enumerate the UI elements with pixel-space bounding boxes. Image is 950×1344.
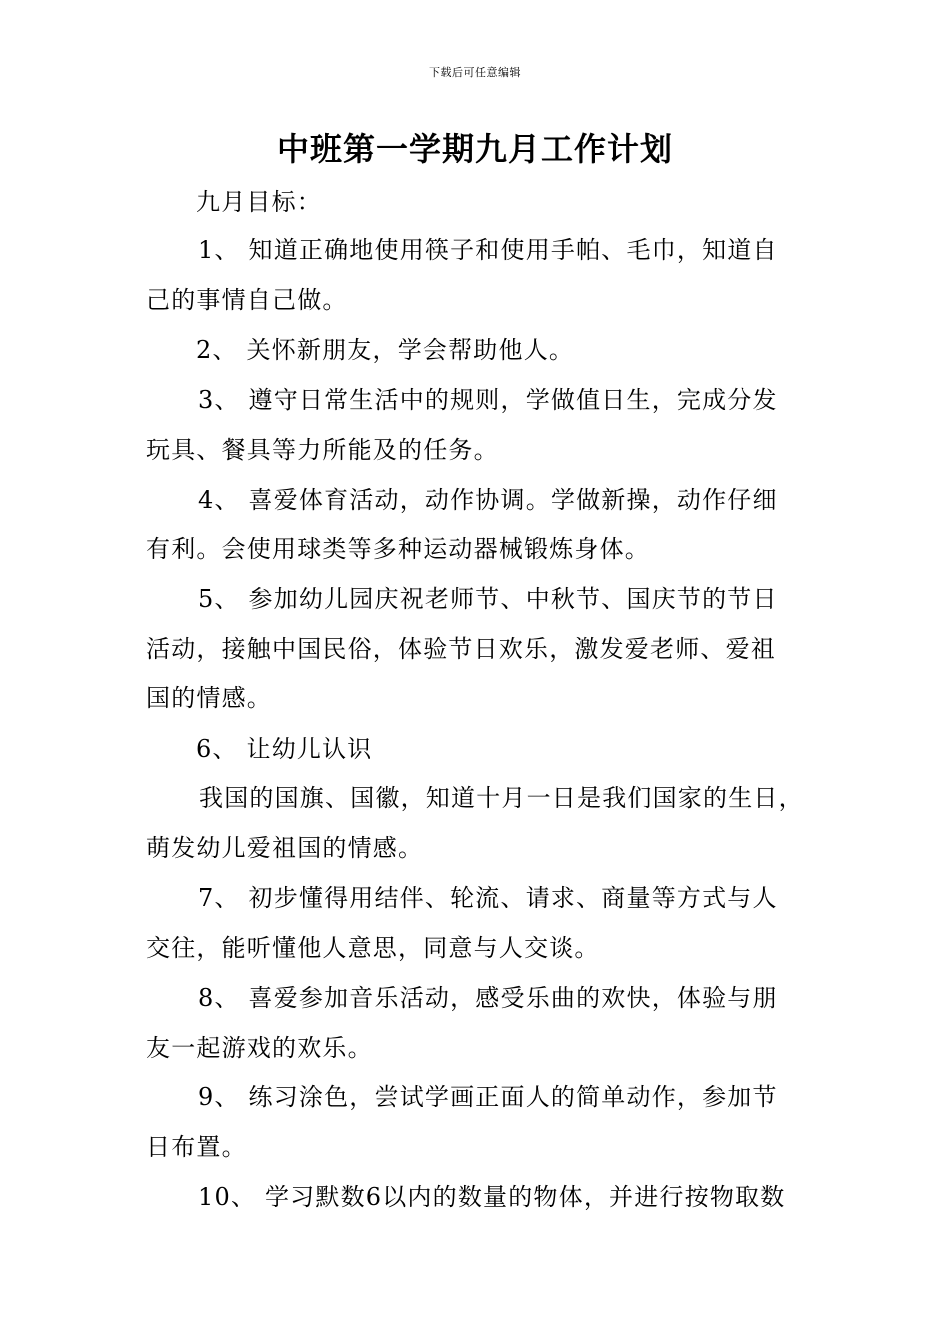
body-line: 9、 练习涂色，尝试学画正面人的简单动作，参加节 — [198, 1083, 778, 1111]
body-line: 国的情感。 — [146, 684, 272, 712]
body-line: 6、 让幼儿认识 — [196, 735, 373, 763]
body-line: 3、 遵守日常生活中的规则，学做值日生，完成分发 — [198, 386, 778, 414]
body-line: 4、 喜爱体育活动，动作协调。学做新操，动作仔细 — [198, 486, 778, 514]
page-title: 中班第一学期九月工作计划 — [276, 130, 673, 168]
body-line: 萌发幼儿爱祖国的情感。 — [146, 834, 424, 862]
body-line: 1、 知道正确地使用筷子和使用手帕、毛巾，知道自 — [198, 236, 778, 264]
body-line: 10、 学习默数6以内的数量的物体，并进行按物取数 — [198, 1183, 786, 1211]
body-line: 2、 关怀新朋友，学会帮助他人。 — [196, 336, 575, 364]
body-line: 己的事情自己做。 — [146, 286, 348, 314]
body-line: 玩具、餐具等力所能及的任务。 — [146, 436, 499, 464]
body-line: 交往，能听懂他人意思，同意与人交谈。 — [146, 934, 600, 962]
body-line: 友一起游戏的欢乐。 — [146, 1034, 373, 1062]
body-line: 8、 喜爱参加音乐活动，感受乐曲的欢快，体验与朋 — [198, 984, 778, 1012]
body-line: 我国的国旗、国徽，知道十月一日是我们国家的生日， — [199, 784, 804, 812]
body-line: 活动，接触中国民俗，体验节日欢乐，激发爱老师、爱祖 — [146, 635, 776, 663]
body-line: 有利。会使用球类等多种运动器械锻炼身体。 — [146, 535, 650, 563]
body-line: 7、 初步懂得用结伴、轮流、请求、商量等方式与人 — [198, 884, 778, 912]
body-line: 九月目标： — [196, 188, 322, 216]
body-line: 5、 参加幼儿园庆祝老师节、中秋节、国庆节的节日 — [198, 585, 778, 613]
body-line: 日布置。 — [146, 1133, 247, 1161]
header-note: 下载后可任意编辑 — [429, 66, 521, 79]
